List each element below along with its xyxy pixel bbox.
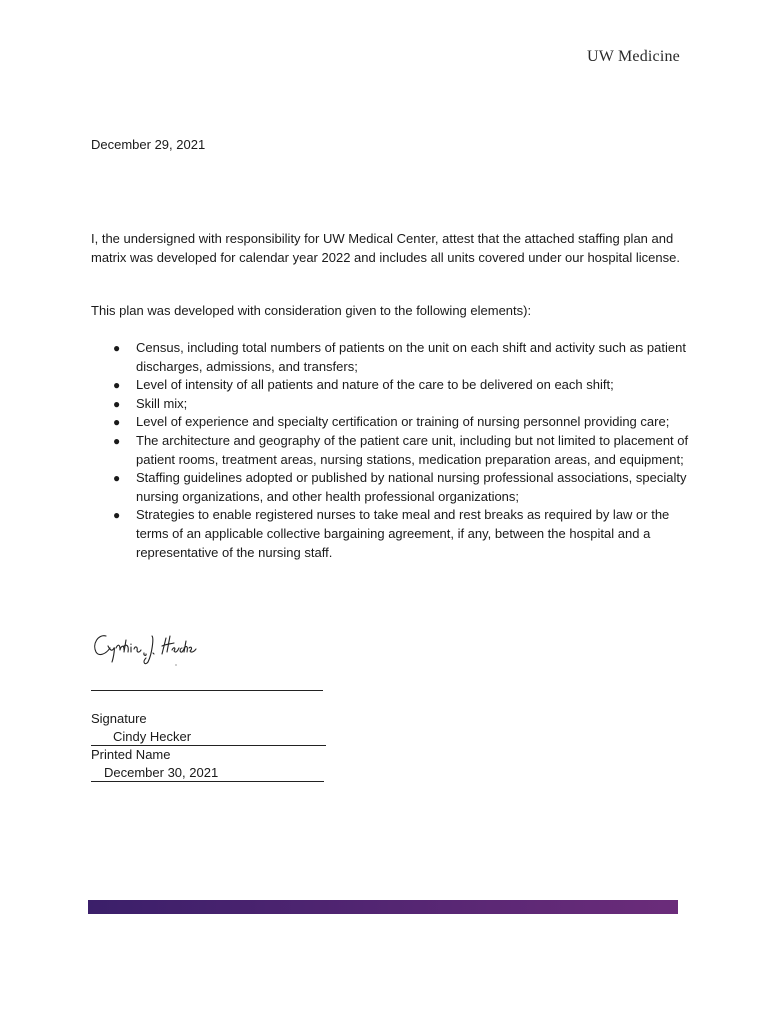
signed-date-value: December 30, 2021 — [104, 765, 219, 780]
letter-date: December 29, 2021 — [91, 137, 206, 152]
bullet-icon: ● — [113, 378, 121, 393]
list-item-text: Level of experience and specialty certification or training of nursing personnel providing care; — [136, 414, 670, 430]
signature-line — [91, 690, 323, 691]
list-item — [91, 339, 691, 376]
list-item-text: Skill mix; — [136, 395, 188, 411]
signature-label: Signature — [91, 711, 147, 726]
list-item-text: Census, including total numbers of patients on the unit on each shift and activity such as patient discharges, admissions, and transfers; — [136, 340, 686, 374]
attestation-paragraph: I, the undersigned with responsibility for UW Medical Center, attest that the attached staffing plan and matrix was developed for calendar year 2022 and includes all units covered under our hospital license. — [91, 231, 680, 265]
list-item-text: Strategies to enable registered nurses to take meal and rest breaks as required by law or the terms of an applicable collective bargaining agreement, if any, between the hospital and a representative of the nursing staff. — [136, 507, 670, 560]
footer-color-bar — [88, 900, 678, 914]
bullet-icon: ● — [113, 415, 121, 430]
signed-date-field — [91, 765, 324, 782]
bullet-icon: ● — [113, 471, 121, 486]
list-item-text: Level of intensity of all patients and nature of the care to be delivered on each shift; — [136, 377, 614, 393]
uw-medicine-logo: UW Medicine — [587, 48, 680, 65]
list-item — [91, 432, 691, 469]
bullet-icon: ● — [113, 396, 121, 411]
list-item — [91, 395, 691, 414]
list-item — [91, 376, 691, 395]
list-item — [91, 413, 691, 432]
list-item-text: The architecture and geography of the patient care unit, including but not limited to placement of patient rooms, treatment areas, nursing stations, medication preparation areas, and equipment; — [136, 432, 689, 467]
printed-name-label: Printed Name — [91, 747, 171, 762]
considerations-list — [91, 339, 691, 562]
bullet-icon: ● — [113, 433, 121, 448]
handwritten-signature — [90, 624, 200, 668]
printed-name-field — [91, 729, 326, 746]
bullet-icon: ● — [113, 508, 121, 523]
considerations-intro: This plan was developed with consideration given to the following elements): — [91, 303, 532, 318]
list-item — [91, 469, 691, 506]
printed-name-value: Cindy Hecker — [113, 729, 192, 744]
list-item-text: Staffing guidelines adopted or published by national nursing professional associations, specialty nursing organizations, and other health professional organizations; — [136, 470, 687, 504]
list-item — [91, 506, 691, 562]
bullet-icon: ● — [113, 341, 121, 355]
